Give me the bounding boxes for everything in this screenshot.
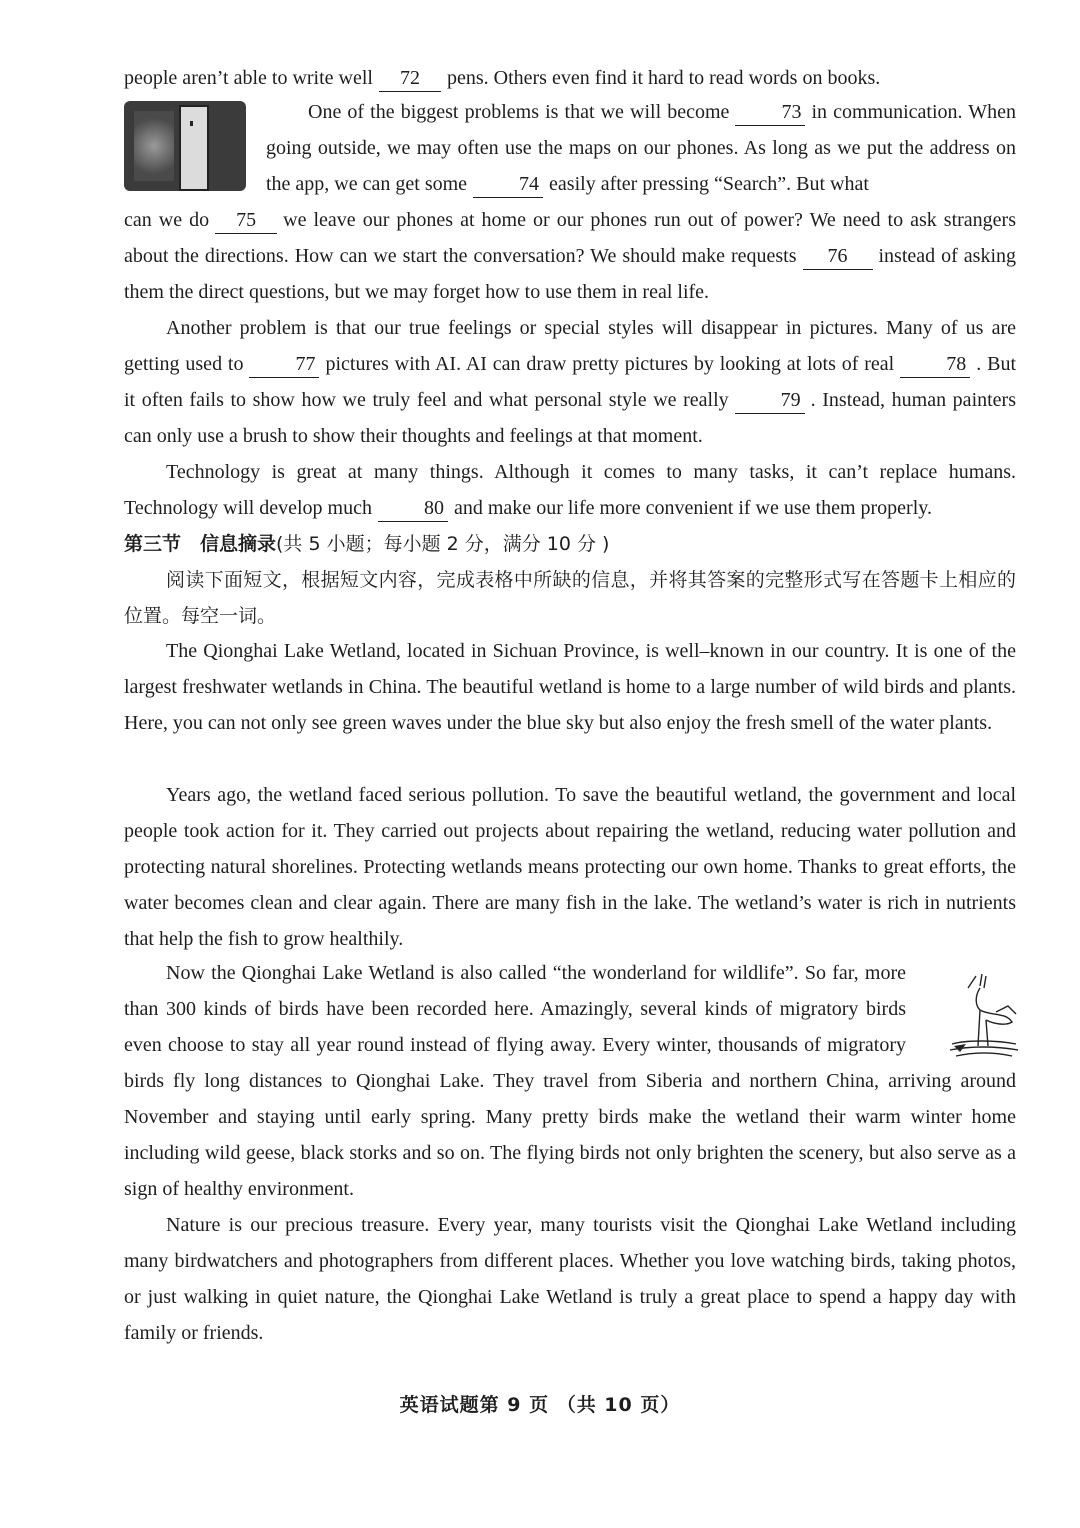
section-heading — [124, 526, 1016, 562]
paragraph-ai-pictures — [124, 310, 1016, 454]
para2-wrap — [266, 94, 1016, 202]
text: pens. Others even find it hard to read words on books. — [446, 67, 881, 89]
text: One of the biggest problems is that we will become — [308, 101, 730, 123]
blank-76: 76 — [803, 243, 873, 270]
page-footer: 英语试题第 9 页 （共 10 页） — [399, 1394, 681, 1416]
text: Now the Qionghai Lake Wetland is also called “the wonderland for wildlife”. So far, more than 300 kinds of birds have been recorded here. Amazingly, several kinds of migratory birds even choose to stay all year round instead of flying away. Every winter, thousands of migratory birds fly long distances to Qionghai Lake. They travel from Siberia and northern China, arriving around November and staying until early spring. Many pretty birds make the wetland their warm winter home including wild geese, black storks and so on. The flying birds not only brighten the scenery, but also serve as a sign of healthy environment. — [124, 962, 1016, 1200]
text: can we do — [124, 209, 210, 231]
text: in communication. When going outside, we may often use the maps on our phones. As long as we put the address on the app, we can get some — [266, 101, 1016, 195]
blank-75: 75 — [215, 207, 277, 234]
text: instead of asking them the direct questions, but we may forget how to use them in real life. — [124, 245, 1017, 303]
text: Another problem is that our true feelings or special styles will disappear in pictures. Many of us are getting used to — [124, 317, 1016, 375]
stork-bird-illustration — [946, 966, 1020, 1062]
paragraph-continuation — [124, 60, 1016, 96]
text: . Instead, human painters can only use a brush to show their thoughts and feelings at that moment. — [124, 389, 1016, 447]
passage-paragraph-4: Nature is our precious treasure. Every year, many tourists visit the Qionghai Lake Wetland including many birdwatchers and photographers from different places. Whether you love watching birds, taking photos, or just walking in quiet nature, the Qionghai Lake Wetland is truly a great place to spend a happy day with family or friends. — [124, 1214, 1016, 1344]
phone-photo-image — [124, 101, 246, 191]
blank-78: 78 — [900, 351, 970, 378]
passage-paragraph-2: Years ago, the wetland faced serious pollution. To save the beautiful wetland, the government and local people took action for it. They carried out projects about repairing the wetland, reducing water pollution and protecting natural shorelines. Protecting wetlands means protecting our own home. Thanks to great efforts, the water becomes clean and clear again. There are many fish in the lake. The wetland’s water is rich in nutrients that help the fish to grow healthily. — [124, 784, 1016, 950]
text: we leave our phones at home or our phones run out of power? We need to ask strangers about the directions. How can we start the conversation? We should make requests — [124, 209, 1016, 267]
text: people aren’t able to write well — [124, 67, 373, 89]
section-title: 第三节 信息摘录 — [124, 533, 277, 555]
paragraph-technology — [124, 454, 1016, 526]
section-scoring: (共 5 小题；每小题 2 分，满分 10 分 ) — [276, 533, 610, 555]
blank-72: 72 — [379, 65, 441, 92]
text: . But it often fails to show how we truly feel and what personal style we really — [124, 353, 1017, 411]
blank-74: 74 — [473, 171, 543, 198]
blank-77: 77 — [249, 351, 319, 378]
section-instructions: 阅读下面短文，根据短文内容，完成表格中所缺的信息，并将其答案的完整形式写在答题卡上相应的位置。每空一词。 — [124, 569, 1016, 627]
passage-paragraph-3 — [124, 955, 1016, 1207]
blank-80: 80 — [378, 495, 448, 522]
text: and make our life more convenient if we use them properly. — [454, 497, 932, 519]
text: easily after pressing “Search”. But what — [549, 173, 869, 195]
text: Technology is great at many things. Although it comes to many tasks, it can’t replace humans. Technology will develop much — [124, 461, 1016, 519]
blank-79: 79 — [735, 387, 805, 414]
para2-rest — [124, 202, 1016, 310]
text: pictures with AI. AI can draw pretty pictures by looking at lots of real — [325, 353, 895, 375]
blank-73: 73 — [735, 99, 805, 126]
passage-paragraph-1: The Qionghai Lake Wetland, located in Sichuan Province, is well–known in our country. It is one of the largest freshwater wetlands in China. The beautiful wetland is home to a large number of wild birds and plants. Here, you can not only see green waves under the blue sky but also enjoy the fresh smell of the water plants. — [124, 640, 1016, 734]
